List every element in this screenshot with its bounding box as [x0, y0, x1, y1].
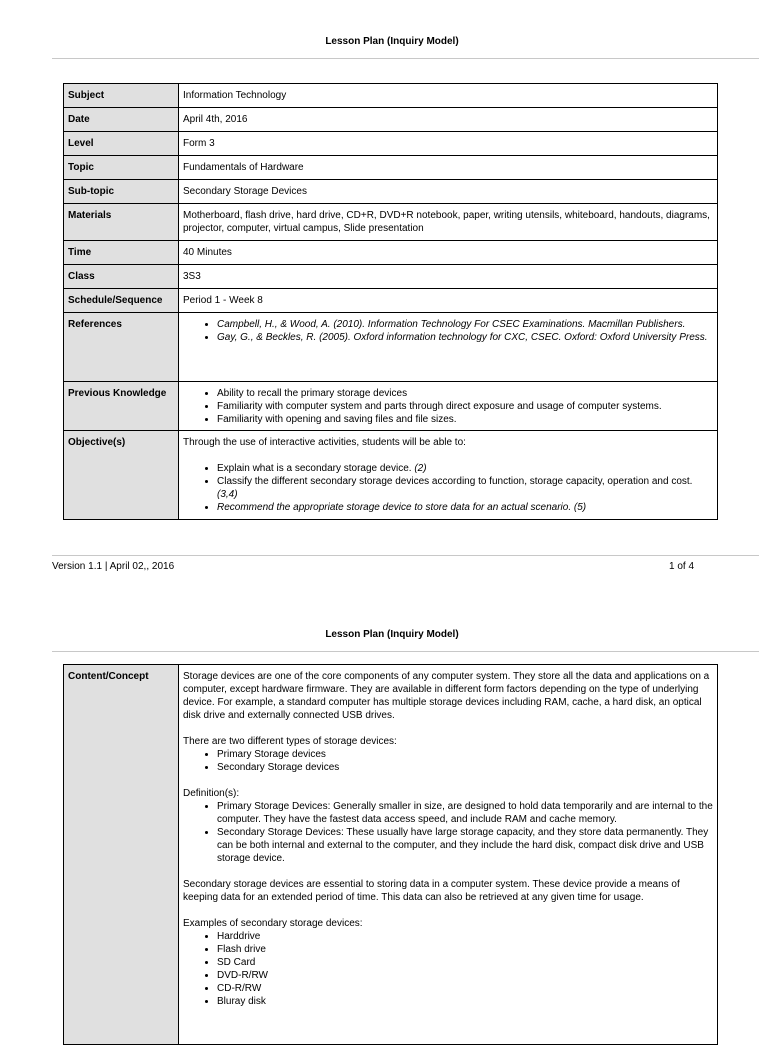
examples-intro: Examples of secondary storage devices:	[183, 918, 363, 929]
row-label: Sub-topic	[64, 180, 179, 204]
objective-text: Recommend the appropriate storage device to store data for an actual scenario. (5)	[217, 502, 587, 513]
table-row	[64, 431, 718, 520]
row-value: Period 1 - Week 8	[179, 289, 718, 313]
header-divider	[52, 651, 759, 652]
content-paragraph: Storage devices are one of the core components of any computer system. They store all the data and applications on a computer, except hardware firmware. They are available in different form factors depending on the type of underlying device. For example, a standard computer has multiple storage devices including RAM, cache, a hard disk, an optical disk drive and externally connected USB drives.	[183, 671, 710, 721]
row-value: Information Technology	[179, 84, 718, 108]
definitions-list	[183, 800, 713, 865]
row-value: Motherboard, flash drive, hard drive, CD+R, DVD+R notebook, paper, writing utensils, whiteboard, handouts, diagrams, projector, computer, virtual campus, Slide presentation	[179, 204, 718, 241]
row-label: Level	[64, 132, 179, 156]
row-label: Schedule/Sequence	[64, 289, 179, 313]
objective-ref: (3,4)	[217, 489, 238, 500]
row-value: Fundamentals of Hardware	[179, 156, 718, 180]
row-label: Time	[64, 241, 179, 265]
footer-version: Version 1.1 | April 02,, 2016	[52, 561, 175, 572]
row-label: Materials	[64, 204, 179, 241]
list-item: • Primary Storage Devices: Generally smaller in size, are designed to hold data temporarily and are internal to the computer. They have the fastest data access speed, and include RAM and cache memory.	[217, 800, 713, 826]
row-value	[179, 313, 718, 382]
list-item: • Familiarity with computer system and parts through direct exposure and usage of computer systems.	[217, 400, 713, 413]
list-item: • Flash drive	[217, 943, 713, 956]
list-item	[217, 475, 713, 501]
lesson-details-table	[63, 83, 718, 520]
row-label: Subject	[64, 84, 179, 108]
row-value: 40 Minutes	[179, 241, 718, 265]
objectives-intro: Through the use of interactive activities, students will be able to:	[183, 437, 466, 448]
row-value: Form 3	[179, 132, 718, 156]
row-value	[179, 382, 718, 431]
list-item: • Secondary Storage devices	[217, 761, 713, 774]
page-2-header: Lesson Plan (Inquiry Model)	[325, 629, 459, 640]
row-value: Secondary Storage Devices	[179, 180, 718, 204]
list-item: • Ability to recall the primary storage devices	[217, 387, 713, 400]
list-item: • Primary Storage devices	[217, 748, 713, 761]
previous-knowledge-list	[183, 387, 713, 426]
objective-text: Explain what is a secondary storage device.	[217, 463, 415, 474]
row-label: Class	[64, 265, 179, 289]
list-item: • Bluray disk	[217, 995, 713, 1008]
row-value	[179, 665, 718, 1045]
footer-divider	[52, 555, 759, 556]
row-label: Date	[64, 108, 179, 132]
list-item: • Secondary Storage Devices: These usually have large storage capacity, and they store data permanently. They can be both internal and external to the computer, and they include the hard disk, compact disk drive and USB storage device.	[217, 826, 713, 865]
objectives-list	[183, 462, 713, 514]
table-row	[64, 156, 718, 180]
list-item: • CD-R/RW	[217, 982, 713, 995]
types-intro: There are two different types of storage devices:	[183, 736, 397, 747]
examples-list	[183, 930, 713, 1008]
table-row	[64, 241, 718, 265]
header-divider	[52, 58, 759, 59]
table-row	[64, 84, 718, 108]
table-row	[64, 265, 718, 289]
row-label: References	[64, 313, 179, 382]
content-table	[63, 664, 718, 1045]
row-label: Topic	[64, 156, 179, 180]
table-row	[64, 382, 718, 431]
row-label: Previous Knowledge	[64, 382, 179, 431]
list-item: • DVD-R/RW	[217, 969, 713, 982]
list-item	[217, 501, 713, 514]
content-paragraph: Secondary storage devices are essential to storing data in a computer system. These device provide a means of keeping data for an extended period of time. This data can also be retrieved at any given time for usage.	[183, 879, 680, 903]
table-row	[64, 180, 718, 204]
row-value: April 4th, 2016	[179, 108, 718, 132]
objective-text: Classify the different secondary storage devices according to function, storage capacity, operation and cost.	[217, 476, 693, 487]
table-row	[64, 665, 718, 1045]
table-row	[64, 204, 718, 241]
definitions-intro: Definition(s):	[183, 788, 240, 799]
list-item: • SD Card	[217, 956, 713, 969]
list-item: • Harddrive	[217, 930, 713, 943]
page-1-header: Lesson Plan (Inquiry Model)	[325, 36, 459, 47]
list-item: • Familiarity with opening and saving files and file sizes.	[217, 413, 713, 426]
types-list	[183, 748, 713, 774]
table-row	[64, 313, 718, 382]
row-label: Objective(s)	[64, 431, 179, 520]
row-value	[179, 431, 718, 520]
list-item: • Campbell, H., & Wood, A. (2010). Information Technology For CSEC Examinations. Macmillan Publishers.	[217, 318, 713, 331]
objective-ref: (2)	[414, 463, 427, 474]
table-row	[64, 289, 718, 313]
table-row	[64, 108, 718, 132]
row-value: 3S3	[179, 265, 718, 289]
table-row	[64, 132, 718, 156]
references-list	[183, 318, 713, 344]
footer-page-number: 1 of 4	[669, 561, 695, 572]
row-label: Content/Concept	[64, 665, 179, 1045]
list-item: • Gay, G., & Beckles, R. (2005). Oxford information technology for CXC, CSEC. Oxford: Oxford University Press.	[217, 331, 713, 344]
list-item	[217, 462, 713, 475]
